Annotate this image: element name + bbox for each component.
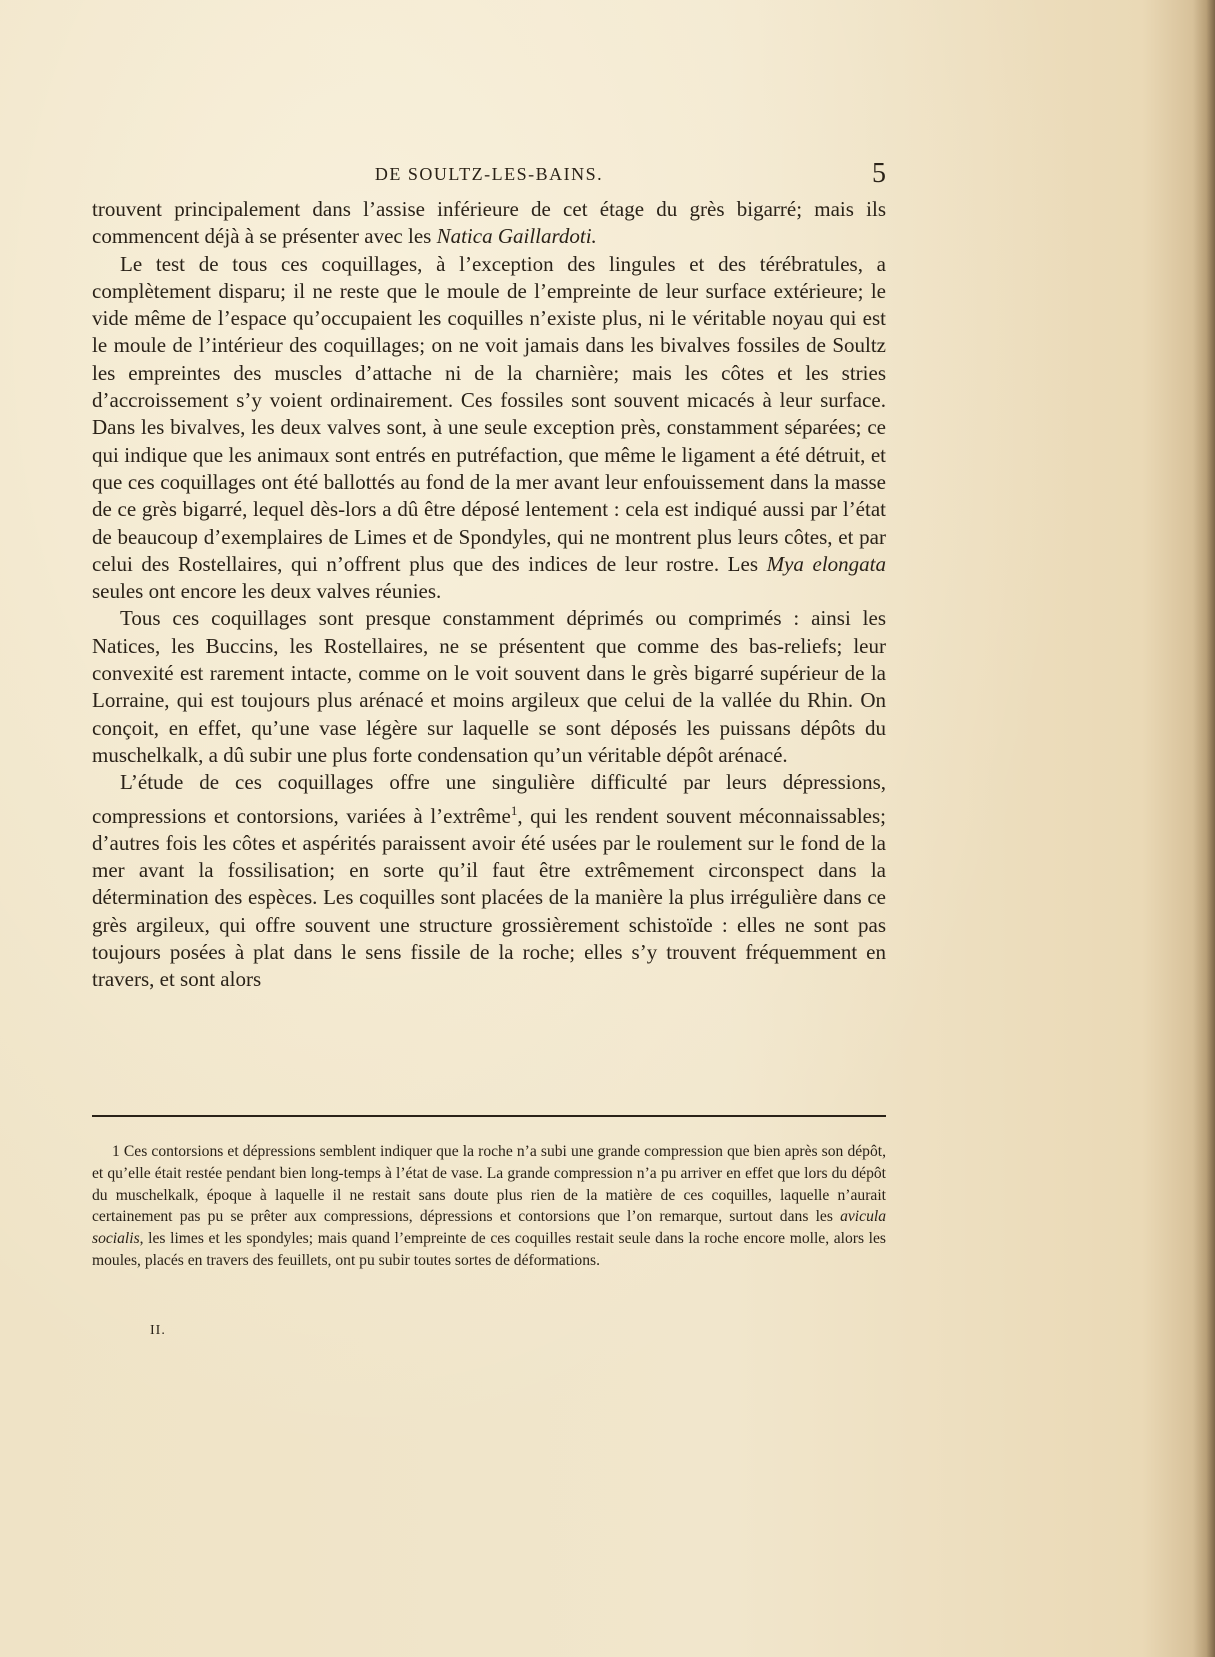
text-run: Le test de tous ces coquillages, à l’exception des lingules et des térébratules, a complètement disparu; il ne reste que le moule de l’empreinte de leur surface extérieure; le vide même de l’espace qu’occupaient les coquilles n’existe plus, ni le véritable noyau qui est le moule de l’intérieur des coquillages; on ne voit jamais dans les bivalves fossiles de Soultz les empreintes des muscles d’attache ni de la charnière; mais les côtes et les stries d’accroissement s’y voient ordinairement. Ces fossiles sont souvent micacés à leur surface. Dans les bivalves, les deux valves sont, à une seule exception près, constamment séparées; ce qui indique que les animaux sont entrés en putréfaction, que même le ligament a été détruit, et que ces coquillages ont été ballottés au fond de la mer avant leur enfouissement dans la masse de ce grès bigarré, lequel dès-lors a dû être déposé lentement : cela est indiqué aussi par l’état de beaucoup d’exemplaires de Limes et de Spondyles, qui ne montrent plus leurs côtes, et par celui des Rostellaires, qui n’offrent plus que des indices de leur rostre. Les bbox=[92, 251, 886, 576]
italic-species-name: Natica Gaillardoti. bbox=[436, 224, 597, 249]
footnote bbox=[92, 1141, 886, 1272]
italic-species-name: avicula socialis bbox=[92, 1208, 886, 1248]
text-run: seules ont encore les deux valves réunies. bbox=[92, 579, 442, 604]
footnotes bbox=[92, 1141, 886, 1272]
text-run: , qui les rendent souvent méconnaissables; d’autres fois les côtes et aspérités paraissent avoir été usées par le roulement sur le fond de la mer avant la fossilisation; en sorte qu’il faut être extrêmement circonspect dans la détermination des espèces. Les coquilles sont placées de la manière la plus irrégulière dans ce grès argileux, qui offre souvent une structure grossièrement schistoïde : elles ne sont pas toujours posées à plat dans le sens fissile de la roche; elles s’y trouvent fréquemment en travers, et sont alors bbox=[92, 803, 886, 992]
running-title: DE SOULTZ-LES-BAINS. bbox=[374, 164, 604, 184]
footnote-rule bbox=[92, 1115, 886, 1117]
paragraph bbox=[92, 196, 886, 251]
text-run: , les limes et les spondyles; mais quand l’empreinte de ces coquilles restait seule dans la roche encore molle, alors les moules, placés en travers des feuillets, ont pu subir toutes sortes de déformations. bbox=[92, 1230, 886, 1269]
page-number: 5 bbox=[872, 158, 886, 189]
body-text bbox=[92, 196, 886, 994]
page-header bbox=[92, 160, 886, 190]
text-run: Ces contorsions et dépressions semblent indiquer que la roche n’a subi une grande compression que bien après son dépôt, et qu’elle était restée pendant bien long-temps à l’état de vase. La grande compression n’a pu arriver en effet que lors du dépôt du muschelkalk, époque à laquelle il ne restait sans doute plus rien de la matière de ces coquilles, laquelle n’aurait certainement pas pu se prêter aux compressions, dépressions et contorsions que l’on remarque, surtout dans les bbox=[92, 1143, 886, 1226]
paragraph bbox=[92, 251, 886, 606]
text-run: L’étude de ces coquillages offre une singulière difficulté par leurs dépressions, compressions et contorsions, variées à l’extrême bbox=[92, 770, 886, 828]
footnote-marker: 1 bbox=[112, 1143, 120, 1160]
paragraph bbox=[92, 769, 886, 993]
footnote-reference: 1 bbox=[510, 802, 518, 818]
paragraph: Tous ces coquillages sont presque constamment déprimés ou comprimés : ainsi les Natices, les Buccins, les Rostellaires, ne se présentent que comme des bas-reliefs; leur convexité est rarement intacte, comme on le voit souvent dans le grès bigarré supérieur de la Lorraine, qui est toujours plus arénacé et moins argileux que celui de la vallée du Rhin. On conçoit, en effet, qu’une vase légère sur laquelle se sont déposés les puissans dépôts du muschelkalk, a dû subir une plus forte condensation qu’un véritable dépôt arénacé. bbox=[92, 606, 886, 767]
signature-mark: II. bbox=[150, 1323, 166, 1338]
text-run: trouvent principalement dans l’assise inférieure de cet étage du grès bigarré; mais ils commencent déjà à se présenter avec les bbox=[92, 197, 886, 249]
italic-species-name: Mya elongata bbox=[766, 551, 886, 576]
book-spine-shadow bbox=[1193, 0, 1215, 1657]
